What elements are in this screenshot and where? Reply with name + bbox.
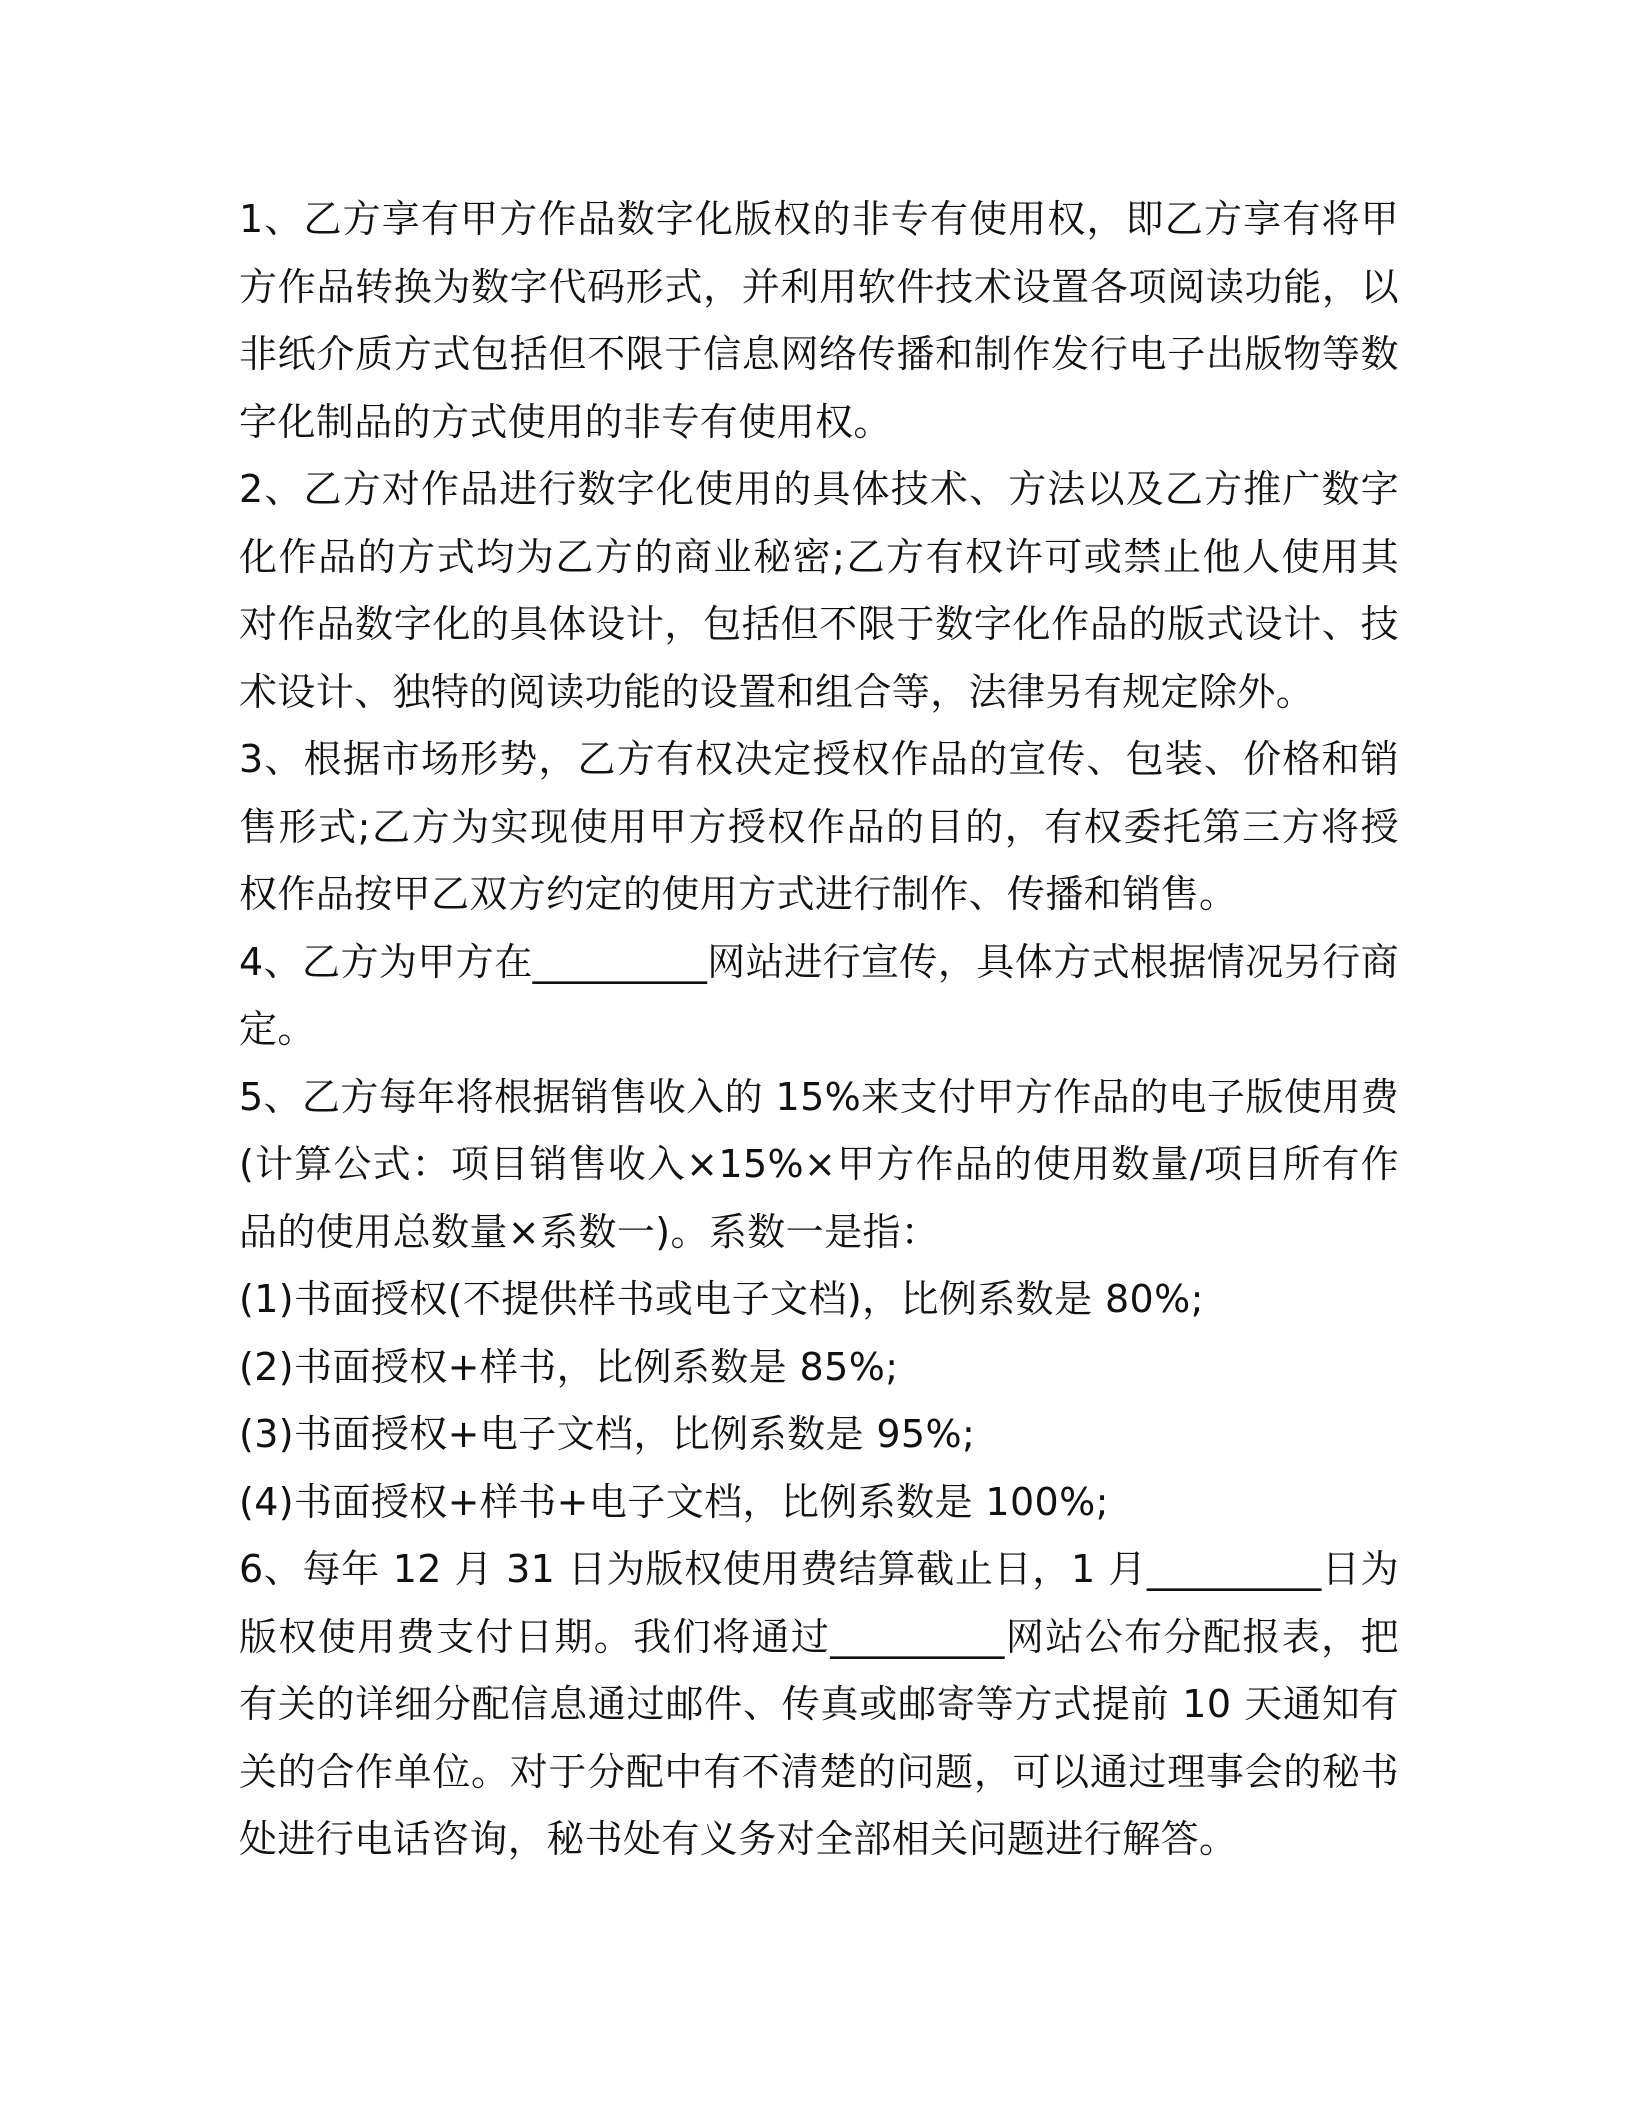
coefficient-item-3: (3)书面授权+电子文档，比例系数是 95%; (239, 1412, 976, 1456)
coefficient-item-4: (4)书面授权+样书+电子文档，比例系数是 100%; (239, 1479, 1109, 1524)
coefficient-item-2: (2)书面授权+样书，比例系数是 85%; (239, 1344, 899, 1389)
coefficient-item-1: (1)书面授权(不提供样书或电子文档)，比例系数是 80%; (239, 1277, 1204, 1321)
paragraph-clause-4: 4、乙方为甲方在_________网站进行宣传，具体方式根据情况另行商定。 (239, 939, 1399, 1051)
document-body (239, 186, 1399, 1874)
paragraph-clause-2: 2、乙方对作品进行数字化使用的具体技术、方法以及乙方推广数字化作品的方式均为乙方的商业秘密;乙方有权许可或禁止他人使用其对作品数字化的具体设计，包括但不限于数字化作品的版式设计、技术设计、独特的阅读功能的设置和组合等，法律另有规定除外。 (239, 467, 1399, 714)
paragraph-clause-5: 5、乙方每年将根据销售收入的 15%来支付甲方作品的电子版使用费(计算公式：项目销售收入×15%×甲方作品的使用数量/项目所有作品的使用总数量×系数一)。系数一是指： (239, 1074, 1399, 1254)
paragraph-clause-3: 3、根据市场形势，乙方有权决定授权作品的宣传、包装、价格和销售形式;乙方为实现使用甲方授权作品的目的，有权委托第三方将授权作品按甲乙双方约定的使用方式进行制作、传播和销售。 (239, 737, 1399, 916)
paragraph-clause-1: 1、乙方享有甲方作品数字化版权的非专有使用权，即乙方享有将甲方作品转换为数字代码形式，并利用软件技术设置各项阅读功能，以非纸介质方式包括但不限于信息网络传播和制作发行电子出版物等数字化制品的方式使用的非专有使用权。 (239, 197, 1399, 444)
paragraph-clause-6: 6、每年 12 月 31 日为版权使用费结算截止日，1 月_________日为版权使用费支付日期。我们将通过_________网站公布分配报表，把有关的详细分配信息通过邮件、传真或邮寄等方式提前 10 天通知有关的合作单位。对于分配中有不清楚的问题，可以通过理事会的秘书处进行电话咨询，秘书处有义务对全部相关问题进行解答。 (239, 1547, 1399, 1861)
